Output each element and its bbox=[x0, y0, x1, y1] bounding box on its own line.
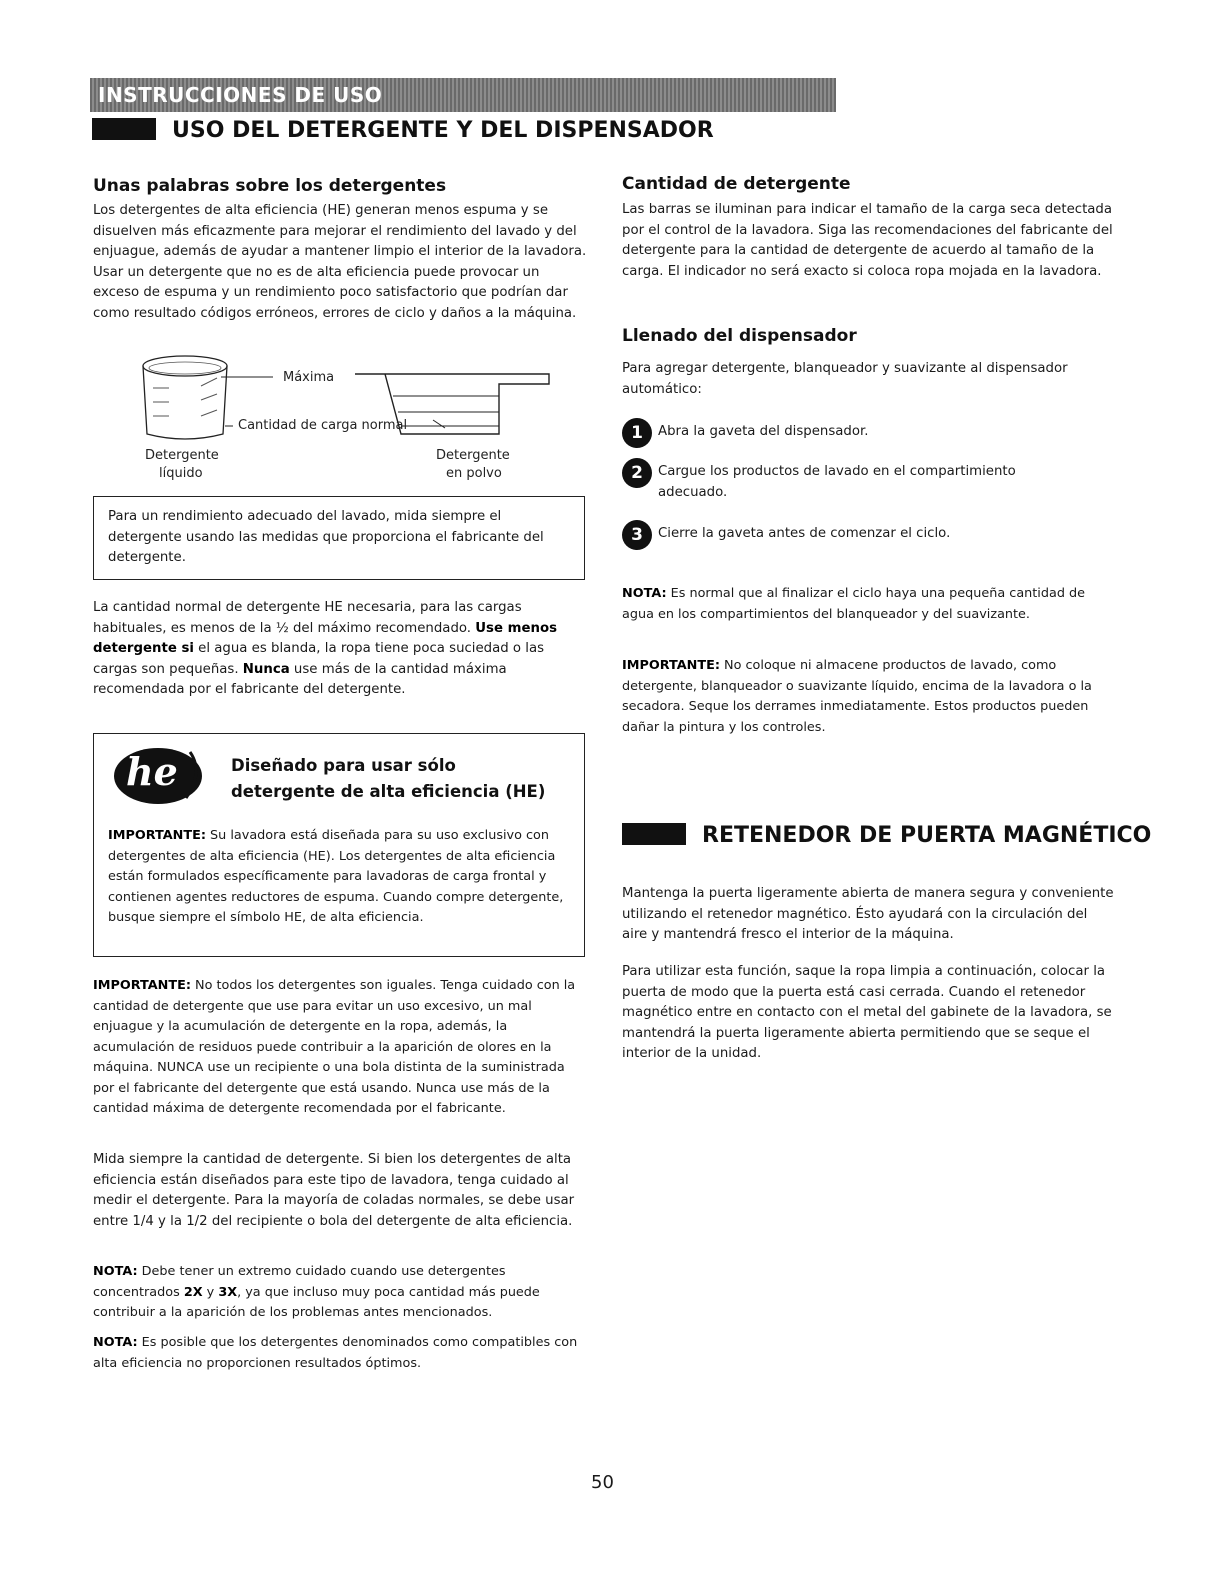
step-text-3: Cierre la gaveta antes de comenzar el ciclo. bbox=[658, 526, 951, 541]
step-number-3: 3 bbox=[622, 520, 652, 550]
paragraph-measure-always: Mida siempre la cantidad de detergente. Si bien los detergentes de alta eficiencia están diseñados para este tipo de lavadora, tenga cuidado al medir el detergente. Para la mayoría de coladas normales, se debe usar entre 1/4 y la 1/2 del recipiente o bola del detergente de alta eficiencia. bbox=[93, 1152, 575, 1229]
subheading-about-detergents: Unas palabras sobre los detergentes bbox=[93, 176, 447, 196]
note-label-right: NOTA: bbox=[622, 586, 667, 601]
section-heading-detergent bbox=[92, 118, 714, 143]
note-concentrated-c: , ya que incluso muy poca cantidad más puede contribuir a la aparición de los problemas antes mencionados. bbox=[93, 1284, 540, 1320]
note-compatible bbox=[93, 1333, 587, 1374]
note-water-remains-body: Es normal que al finalizar el ciclo haya una pequeña cantidad de agua en los compartimientos del blanqueador y del suavizante. bbox=[622, 586, 1086, 622]
he-important-text bbox=[108, 826, 578, 929]
normal-amount-bold-2: Nunca bbox=[242, 661, 290, 677]
section-banner bbox=[90, 78, 836, 112]
important-do-not-store-body: No coloque ni almacene productos de lavado, como detergente, blanqueador o suavizante líquido, encima de la lavadora o la secadora. Seque los derrames inmediatamente. Estos productos pueden dañar la pintura y los controles. bbox=[622, 658, 1092, 735]
step-text-2: Cargue los productos de lavado en el compartimiento adecuado. bbox=[658, 464, 1016, 500]
paragraph-door-holder-usage: Para utilizar esta función, saque la ropa limpia a continuación, colocar la puerta de modo que la puerta está casi cerrada. Cuando el retenedor magnético entre en contacto con el metal del gabinete de la lavadora, se mantendrá la puerta ligeramente abierta permitiendo que se seque el interior de la unidad. bbox=[622, 964, 1112, 1061]
he-logo-text: he bbox=[126, 749, 178, 794]
label-powder-1: Detergente bbox=[436, 448, 510, 463]
he-logo bbox=[112, 742, 208, 806]
detergent-measure-diagram bbox=[93, 352, 587, 492]
note-water-remains bbox=[622, 584, 1116, 625]
important-do-not-store bbox=[622, 656, 1116, 738]
label-liquid-2: líquido bbox=[159, 466, 203, 481]
important-label-right: IMPORTANTE: bbox=[622, 658, 720, 673]
banner-label: INSTRUCCIONES DE USO bbox=[98, 83, 383, 107]
section-heading-magnetic-door bbox=[622, 823, 1151, 848]
step-number-1: 1 bbox=[622, 418, 652, 448]
subheading-detergent-amount: Cantidad de detergente bbox=[622, 174, 851, 194]
label-liquid-1: Detergente bbox=[145, 448, 219, 463]
step-2 bbox=[622, 462, 1042, 503]
he-important-body: Su lavadora está diseñada para su uso exclusivo con detergentes de alta eficiencia (HE). Los detergentes de alta eficiencia están formulados específicamente para lavadoras de carga frontal y contienen agentes reductores de espuma. Cuando compre detergente, busque siempre el símbolo HE, de alta eficiencia. bbox=[108, 828, 564, 925]
paragraph-normal-amount bbox=[93, 598, 587, 701]
normal-amount-fraction: ½ bbox=[275, 620, 289, 636]
note-concentrated-b: y bbox=[202, 1284, 219, 1300]
important-not-all-equal bbox=[93, 976, 587, 1120]
step-number-2: 2 bbox=[622, 458, 652, 488]
subheading-filling-dispenser: Llenado del dispensador bbox=[622, 326, 857, 346]
note-concentrated-a: Debe tener un extremo cuidado cuando use detergentes concentrados bbox=[93, 1264, 506, 1300]
paragraph-door-holder: Mantenga la puerta ligeramente abierta de manera segura y conveniente utilizando el retenedor magnético. Ésto ayudará con la circulación del aire y mantendrá fresco el interior de la máquina. bbox=[622, 886, 1114, 942]
note-label-2: NOTA: bbox=[93, 1335, 138, 1350]
step-text-1: Abra la gaveta del dispensador. bbox=[658, 424, 869, 439]
section-title: USO DEL DETERGENTE Y DEL DISPENSADOR bbox=[172, 118, 714, 143]
normal-amount-text-d: use más de la cantidad máxima recomendada por el fabricante del detergente. bbox=[93, 661, 507, 697]
note-3x: 3X bbox=[218, 1284, 238, 1300]
note-concentrated bbox=[93, 1262, 587, 1324]
label-normal-load: Cantidad de carga normal bbox=[238, 418, 408, 433]
section-title-2: RETENEDOR DE PUERTA MAGNÉTICO bbox=[702, 823, 1152, 848]
normal-amount-text-b: del máximo recomendado. bbox=[288, 620, 476, 636]
measure-note-text: Para un rendimiento adecuado del lavado, mida siempre el detergente usando las medidas que proporciona el fabricante del detergente. bbox=[108, 509, 544, 565]
measure-note-box bbox=[93, 496, 585, 580]
page-number: 50 bbox=[591, 1472, 614, 1493]
step-3 bbox=[622, 524, 1116, 550]
heading-marker bbox=[92, 118, 156, 140]
he-important-label: IMPORTANTE: bbox=[108, 828, 206, 843]
step-1 bbox=[622, 422, 1116, 448]
normal-amount-bold-1: Use menos detergente si bbox=[93, 620, 557, 656]
normal-amount-text-c: el agua es blanda, la ropa tiene poca suciedad o las cargas son pequeñas. bbox=[93, 641, 545, 677]
note-label-1: NOTA: bbox=[93, 1264, 138, 1279]
note-2x: 2X bbox=[183, 1284, 203, 1300]
paragraph-filling-dispenser: Para agregar detergente, blanqueador y suavizante al dispensador automático: bbox=[622, 361, 1068, 397]
he-title-line-2: detergente de alta eficiencia (HE) bbox=[231, 782, 546, 801]
note-compatible-body: Es posible que los detergentes denominados como compatibles con alta eficiencia no proporcionen resultados óptimos. bbox=[93, 1335, 578, 1371]
label-max: Máxima bbox=[283, 370, 335, 385]
paragraph-about-detergents: Los detergentes de alta eficiencia (HE) generan menos espuma y se disuelven más eficazmente para mejorar el rendimiento del lavado y del enjuague, además de ayudar a mantener limpio el interior de la lavadora. Usar un detergente que no es de alta eficiencia puede provocar un exceso de espuma y un rendimiento poco satisfactorio que podrían dar como resultado códigos erróneos, errores de ciclo y daños a la máquina. bbox=[93, 203, 587, 321]
normal-amount-text-a: La cantidad normal de detergente HE necesaria, para las cargas habituales, es menos de la bbox=[93, 600, 522, 636]
paragraph-detergent-amount: Las barras se iluminan para indicar el tamaño de la carga seca detectada por el control de la lavadora. Siga las recomendaciones del fabricante del detergente para la cantidad de detergente de acuerdo al tamaño de la carga. El indicador no será exacto si coloca ropa mojada en la lavadora. bbox=[622, 202, 1113, 279]
important-body: No todos los detergentes son iguales. Tenga cuidado con la cantidad de detergente que use para evitar un uso excesivo, un mal enjuague y la acumulación de detergente en la ropa, además, la acumulación de residuos puede contribuir a la aparición de olores en la máquina. NUNCA use un recipiente o una bola distinta de la suministrada por el fabricante del detergente que está usando. Nunca use más de la cantidad máxima de detergente recomendada por el fabricante. bbox=[93, 978, 576, 1116]
important-label: IMPORTANTE: bbox=[93, 978, 191, 993]
heading-marker-2 bbox=[622, 823, 686, 845]
he-title-line-1: Diseñado para usar sólo bbox=[231, 756, 456, 775]
label-powder-2: en polvo bbox=[446, 466, 502, 481]
he-notice-box bbox=[93, 733, 585, 957]
